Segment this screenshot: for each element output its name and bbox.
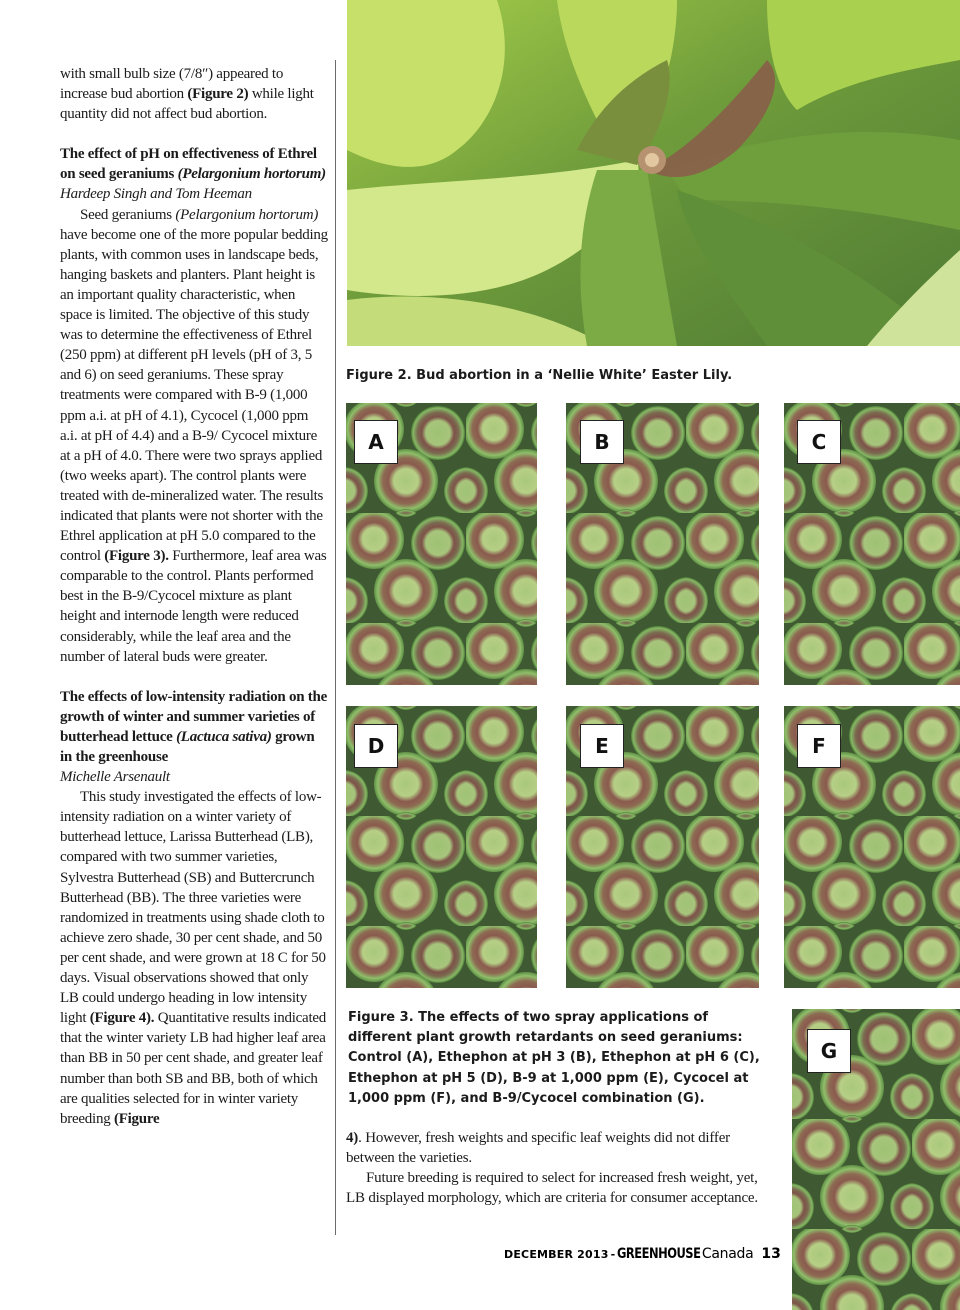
- continued-paragraph: 4). However, fresh weights and specific leaf weights did not differ between the varieties.: [346, 1130, 730, 1167]
- figure-3-caption: Figure 3. The effects of two spray applications of different plant growth retardants on seed geraniums: Control (A), Ethephon at pH 3 (B), Ethephon at pH 6 (C), Ethephon at pH 5 (D), B-9 at 1,000 ppm (E), Cycocel at 1,000 ppm (F), and B-9/Cycocel combination (G).: [348, 1010, 760, 1106]
- section-1-body: Seed geraniums (Pelargonium hortorum) have become one of the more popular bedding plants, with common uses in landscape beds, hanging baskets and planters. Plant height is an important quality characteristic, when space is limited. The objective of this study was to determine the effectiveness of Ethrel (250 ppm) at different pH levels (pH of 3, 5 and 6) on seed geraniums. These spray treatments were compared with B-9 (1,000 ppm a.i. at pH of 4.1), Cycocel (1,000 ppm a.i. at pH of 4.4) and a B-9/ Cycocel mixture at a pH of 4.0. There were two sprays applied (two weeks apart). The control plants were treated with de-mineralized water. The results indicated that plants were not shorter with the Ethrel application at pH 5.0 compared to the control (Figure 3). Furthermore, leaf area was comparable to the control. Plants performed best in the B-9/Cycocel mixture as plant height and internode length were reduced considerably, while the leaf area and the number of lateral buds were greater.: [60, 206, 328, 665]
- figure-3-reference: (Figure 3).: [104, 548, 169, 565]
- section-1-title: The effect of pH on effectiveness of Ethrel on seed geraniums (Pelargonium hortorum): [60, 146, 326, 183]
- magazine-name-light: Canada: [701, 1246, 754, 1262]
- panel-label-f: F: [797, 724, 841, 768]
- magazine-name-bold: GREENHOUSE: [617, 1246, 701, 1262]
- panel-label-g: G: [807, 1029, 851, 1073]
- section-2-body: This study investigated the effects of low-intensity radiation on a winter variety of butterhead lettuce, Larissa Butterhead (LB), compared with two summer varieties, Sylvestra Butterhead (SB) and Buttercrunch Butterhead (BB). The three varieties were randomized in treatments using shade cloth to achieve zero shade, 30 per cent shade, and 50 per cent shade, and were grown at 18 C for 50 days. Visual observations showed that only LB could undergo heading in low intensity light (Figure 4). Quantitative results indicated that the winter variety LB had higher leaf area than BB in 50 per cent shade, and greater leaf number than both SB and BB, both of which are qualities selected for in winter variety breeding (Figure: [60, 789, 327, 1127]
- panel-label-e: E: [580, 724, 624, 768]
- figure-2-lily-photo: [347, 0, 960, 346]
- panel-label-d: D: [354, 724, 398, 768]
- section-1-authors: Hardeep Singh and Tom Heeman: [60, 186, 252, 203]
- figure-2-reference: (Figure 2): [187, 86, 249, 103]
- footer-separator: -: [610, 1248, 616, 1261]
- intro-paragraph: with small bulb size (7/8″) appeared to increase bud abortion (Figure 2) while light quantity did not affect bud abortion.: [60, 66, 314, 123]
- panel-label-a: A: [354, 420, 398, 464]
- closing-paragraph: Future breeding is required to select for increased fresh weight, yet, LB displayed morphology, which are criteria for consumer acceptance.: [346, 1170, 758, 1207]
- panel-label-b: B: [580, 420, 624, 464]
- page-number: 13: [761, 1246, 781, 1262]
- figure-2-caption: Figure 2. Bud abortion in a ‘Nellie White’ Easter Lily.: [346, 368, 733, 383]
- page-footer: [504, 1246, 781, 1268]
- section-2-title: The effects of low-intensity radiation on the growth of winter and summer varieties of butterhead lettuce (Lactuca sativa) grown in the greenhouse: [60, 688, 328, 765]
- issue-date: DECEMBER 2013: [504, 1248, 609, 1261]
- figure-4-reference: (Figure 4).: [89, 1010, 155, 1027]
- left-text-column: [60, 64, 328, 1129]
- column-divider: [335, 60, 336, 1235]
- panel-label-c: C: [797, 420, 841, 464]
- right-text-block: [346, 1128, 758, 1208]
- section-2-authors: Michelle Arsenault: [60, 769, 170, 786]
